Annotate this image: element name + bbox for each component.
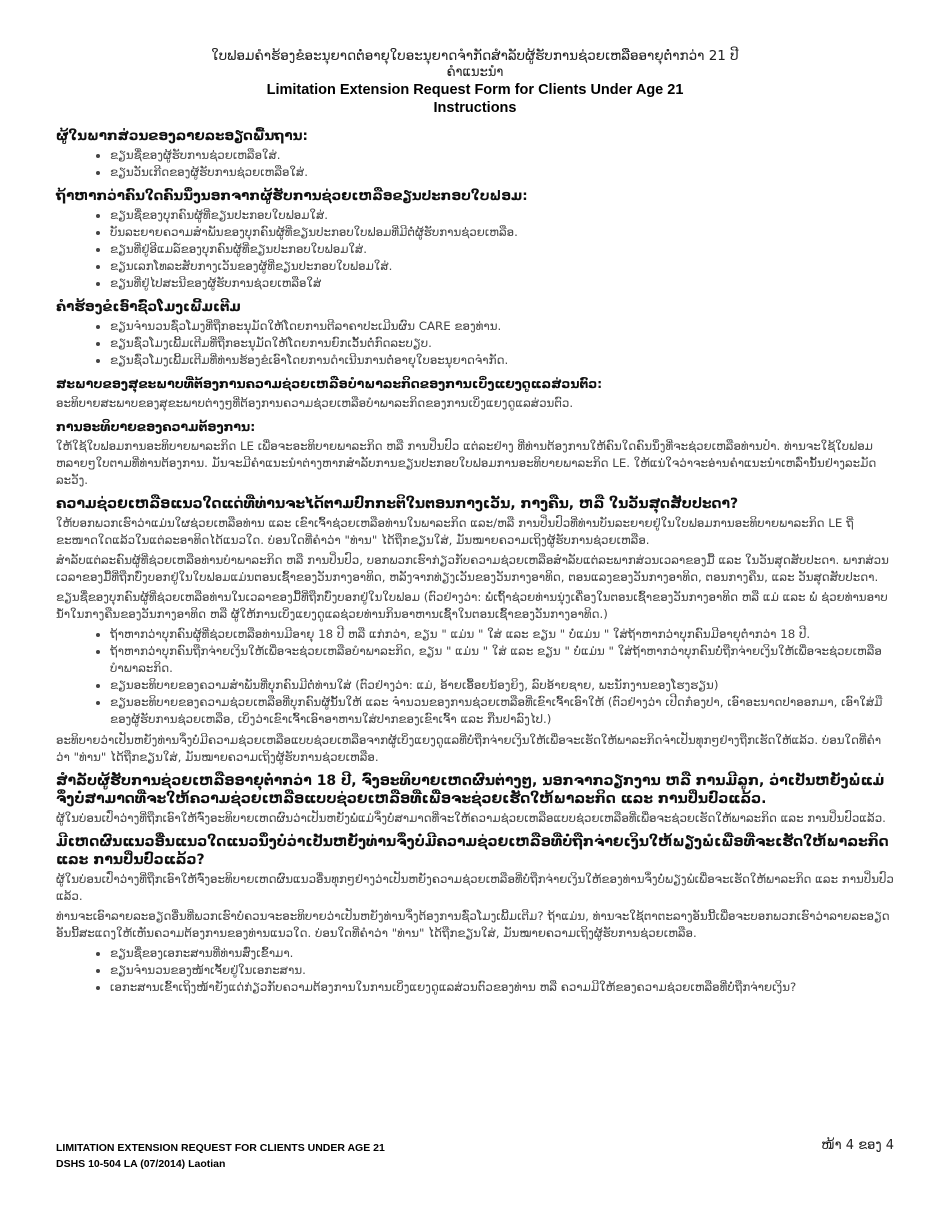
list-item: • ຂຽນຈຳນວນຊົ່ວໂມງທີ່ຖືກອະນຸມັດໃຫ້ໂດຍການຕີລາຄາປະເມີນຜົນ CARE ຂອງທ່ານ. — [110, 318, 894, 335]
section-under-18-text: ຜູ້ໃນບ່ອນເປົ່າວ່າງທີ່ຖືກເອົາໃຫ້ຈົ່ງອະທິບາຍເຫດຜົນວ່າເປັນຫຍັງພໍ່ແມ່ຈຶ່ງບໍ່ສາມາດທີ່ຈະໃຫ້ຄວາມຊ່ວຍເຫລືອແບບຊ່ວຍເຫລືອທີ່ເພື່ອຈະຊ່ວຍເຮັດໃຫ້ພາລະກິດ ແລະ ການປິ່ນປົວແລ້ວ. — [56, 811, 886, 825]
section-other-reasons-p1: ຜູ້ໃນບ່ອນເປົ່າວ່າງທີ່ຖືກເອົາໃຫ້ຈົ່ງອະທິບາຍເຫດຜົນແນວອື່ນທຸກໆຢ່າງວ່າເປັນຫຍັງຄວາມຊ່ວຍເຫລືອທີ່ບໍ່ຖືກຈ່າຍເງິນໃຫ້ຂອງທ່ານຈຶ່ງບໍ່ພຽງພໍເພື່ອຈະເຮັດໃຫ້ພາລະກິດ ແລະ ການປິ່ນປົວແລ້ວ. — [56, 872, 894, 903]
section-health-conditions-heading: ສະພາບຂອງສຸຂະພາບທີ່ຕ້ອງການຄວາມຊ່ວຍເຫລືອບຳພາລະກິດຂອງການເບິ່ງແຍງດູແລສ່ວນຕົວ: — [56, 376, 603, 391]
list-item: • ຖ້າຫາກວ່າບຸກຄົນຜູ້ທີ່ຊ່ວຍເຫລືອທ່ານມີອາຍຸ 18 ປີ ຫລື ແກ່ກວ່າ, ຂຽນ " ແມ່ນ " ໃສ່ ແລະ ຂຽນ " ບໍ່ແມ່ນ " ໃສ່ຖ້າຫາກວ່າບຸກຄົນມີອາຍຸຕ່ຳກວ່າ 18 ປີ. — [110, 626, 894, 643]
section-usual-help-p4: ອະທິບາຍວ່າເປັນຫຍັງທ່ານຈຶ່ງບໍ່ມີຄວາມຊ່ວຍເຫລືອແບບຊ່ວຍເຫລືອຈາກຜູ້ເບິ່ງແຍງດູແລທີ່ບໍ່ຖືກຈ່າຍເງິນໃຫ້ເພື່ອຈະເຮັດໃຫ້ພາລະກິດຈຳເປັນທຸກໆຢ່າງຖືກເຮັດໃຫ້ແລ້ວ. ບ່ອນໃດທີ່ຄຳວ່າ "ທ່ານ" ໄດ້ຖືກຂຽນໃສ່, ມັນໝາຍຄວາມເຖິງຜູ້ຮັບການຊ່ວຍເຫລືອ. — [56, 733, 882, 764]
list-item: • ຂຽນຊື່ຂອງຜູ້ຮັບການຊ່ວຍເຫລືອໃສ່. — [110, 147, 894, 164]
title-en: Limitation Extension Request Form for Clients Under Age 21 — [266, 82, 684, 98]
section-basic-info-heading: ຜູ້ໃນພາກສ່ວນຂອງລາຍລະອຽດພື້ນຖານ: — [56, 128, 308, 144]
section-additional-hours-heading: ຄຳຮ້ອງຂໍເອົາຊົ່ວໂມງເພີ້ມເຕີມ — [56, 299, 241, 315]
section-usual-help-p1: ໃຫ້ບອກພວກເຮົາວ່າແມ່ນໃຜຊ່ວຍເຫລືອທ່ານ ແລະ ເຂົາເຈົ້າຊ່ວຍເຫລືອທ່ານໃນພາລະກິດ ແລະ/ຫລື ການປິ່ນປົວທີ່ທ່ານບັນລະຍາຍຢູ່ໃນໃບຟອມການອະທິບາຍພາລະກິດ LE ຖີ່ຂະໜາດໃດແລ້ວໃນແຕ່ລະອາທິດໄດ້ແນວໃດ. ບ່ອນໃດທີ່ຄຳວ່າ "ທ່ານ" ໄດ້ຖືກຂຽນໃສ່, ມັນໝາຍຄວາມເຖິງຜູ້ຮັບການຊ່ວຍເຫລືອ. — [56, 516, 854, 547]
subtitle-lao: ຄຳແນະນຳ — [446, 65, 504, 80]
section-usual-help-list — [56, 626, 894, 728]
list-item: • ຂຽນວັນເກີດຂອງຜູ້ຮັບການຊ່ວຍເຫລືອໃສ່. — [110, 164, 894, 181]
list-item: • ຂຽນຊື່ຂອງບຸກຄົນຜູ້ທີ່ຂຽນປະກອບໃບຟອມໃສ່. — [110, 207, 894, 224]
section-basic-info-list — [56, 147, 894, 181]
list-item: • ຂຽນທີ່ຢູ່ໄປສະນີຂອງຜູ້ຮັບການຊ່ວຍເຫລືອໃສ່ — [110, 275, 894, 292]
section-usual-help-p3: ຂຽນຊື່ຂອງບຸກຄົນຜູ້ທີ່ຊ່ວຍເຫລືອທ່ານໃນເວລາຂອງມື້ທີ່ຖືກບົ່ງບອກຢູ່ໃນໃບຟອມ (ຕົວຢ່າງວ່າ: ພໍ່ເຖົ້າຊ່ວຍທ່ານນຸ່ງເຄື່ອງໃນຕອນເຊົ້າຂອງວັນກາງອາທິດ ຫລື ແມ່ ແລະ ພໍ່ ຊ່ວຍທ່ານອາບນ້ຳໃນກາງຄືນຂອງວັນກາງອາທິດ ຫລື ຜູ້ໃຫ້ການເບິ່ງແຍງດູແລຊ່ວຍທ່ານກິນອາຫານເຊົ້າໃນຕອນເຊົ້າຂອງວັນກາງອາທິດ.) — [56, 590, 888, 621]
section-other-reasons-p2: ທ່ານຈະເອົາລາຍລະອຽດອື່ນທີ່ພວກເຮົາບໍ່ຄວນຈະອະທິບາຍວ່າເປັນຫຍັງທ່ານຈຶ່ງຕ້ອງການຊົ່ວໂມງເພີ້ມເຕີມ? ຖ້າແມ່ນ, ທ່ານຈະໃຊ້ຕາຕະລາງອັນນີ້ເພື່ອຈະບອກພວກເຮົາວ່າລາຍລະອຽດອັນນີ້ສະແດງໃຫ້ເຫັນຄວາມຕ້ອງການຂອງທ່ານແນວໃດ. ບ່ອນໃດທີ່ຄຳວ່າ "ທ່ານ" ໄດ້ຖືກຂຽນໃສ່, ມັນໝາຍຄວາມເຖິງຜູ້ຮັບການຊ່ວຍເຫລືອ. — [56, 909, 890, 940]
list-item: • ຖ້າຫາກວ່າບຸກຄົນຖືກຈ່າຍເງິນໃຫ້ເພື່ອຈະຊ່ວຍເຫລືອບຳພາລະກິດ, ຂຽນ " ແມ່ນ " ໃສ່ ແລະ ຂຽນ " ບໍ່ແມ່ນ " ໃສ່ຖ້າຫາກວ່າບຸກຄົນບໍ່ຖືກຈ່າຍເງິນໃຫ້ເພື່ອຈະຊ່ວຍເຫລືອບຳພາລະກິດ. — [110, 643, 894, 677]
section-usual-help-heading: ຄວາມຊ່ວຍເຫລືອແນວໃດແດ່ທີ່ທ່ານຈະໄດ້ຕາມປົກກະຕິໃນຕອນກາງເວັນ, ກາງຄືນ, ຫລື ໃນວັນສຸດສັບປະດາ? — [56, 496, 739, 512]
footer-form-number: DSHS 10-504 LA (07/2014) Laotian — [56, 1158, 226, 1170]
footer-form-id — [56, 1140, 385, 1172]
page-number: ໜ້າ 4 ຂອງ 4 — [821, 1138, 894, 1153]
footer-form-title: LIMITATION EXTENSION REQUEST FOR CLIENTS UNDER AGE 21 — [56, 1142, 385, 1154]
list-item: • ຂຽນອະທິບາຍຂອງຄວາມຊ່ວຍເຫລືອທີ່ບຸກຄົນຜູ້ນັ້ນໃຫ້ ແລະ ຈຳນວນຂອງການຊ່ວຍເຫລືອທີ່ເຂົາເຈົ້າເອົາໃຫ້ (ຕົວຢ່າງວ່າ ເປີດກ໋ອງປາ, ເອົາອະນາດປາອອກມາ, ເອົາໃສ່ມືຂອງຜູ້ຮັບການຊ່ວຍເຫລືອ, ເບິ່ງວ່າເຂົາເຈົ້າເອົາອາຫານໃສ່ປາກຂອງເຂົາເຈົ້າ ແລະ ກືນປາລົງໄປ.) — [110, 694, 894, 728]
list-item: • ຂຽນອະທິບາຍຂອງຄວາມສຳພັນທີ່ບຸກຄົນມີຕໍ່ທ່ານໃສ່ (ຕົວຢ່າງວ່າ: ແມ່, ອ້າຍເອື້ອຍນ້ອງຍິງ, ລົບອ້າຍຊາຍ, ພະນັກງານຂອງໂຮງຮຽນ) — [110, 677, 894, 694]
subtitle-en: Instructions — [433, 100, 517, 116]
list-item: • ຂຽນຊົ່ວໂມງເພີ້ມເຕີມທີ່ຖືກອະນຸມັດໃຫ້ໂດຍການຍົກເວັ້ນຕໍ່ກົດລະບຽບ. — [110, 335, 894, 352]
list-item: • ເອກະສານເຂົ້າເຖິງໜ້າຍັງແດ່ກ່ຽວກັບຄວາມຕ້ອງການໃນການເບິ່ງແຍງດູແລສ່ວນຕົວຂອງທ່ານ ຫລື ຄວາມມີໃຫ້ຂອງຄວາມຊ່ວຍເຫລືອທີ່ບໍ່ຖືກຈ່າຍເງິນ? — [110, 979, 894, 996]
list-item: • ຂຽນຊື່ຂອງເອກະສານທີ່ທ່ານສົ່ງເຂົ້າມາ. — [110, 945, 894, 962]
section-other-reasons-heading: ມີເຫດຜົນແນວອື່ນແນວໃດແນວນຶ່ງບໍ່ວ່າເປັນຫຍັງທ່ານຈຶ່ງບໍ່ມີຄວາມຊ່ວຍເຫລືອທີ່ບໍ່ຖືກຈ່າຍເງິນໃຫ້ພຽງພໍເພື່ອທີ່ຈະເຮັດໃຫ້ພາລະກິດ ແລະ ການປິ່ນປົວແລ້ວ? — [56, 834, 889, 868]
title-lao: ໃບຟອມຄຳຮ້ອງຂໍອະນຸຍາດຕໍ່ອາຍຸໃບອະນຸຍາດຈຳກັດສຳລັບຜູ້ຮັບການຊ່ວຍເຫລືອອາຍຸຕ່ຳກວ່າ 21 ປີ — [211, 48, 739, 64]
section-additional-hours-list — [56, 318, 894, 369]
section-form-filler-heading: ຖ້າຫາກວ່າຄົນໃດຄົນນຶ່ງນອກຈາກຜູ້ຮັບການຊ່ວຍເຫລືອຂຽນປະກອບໃບຟອມ: — [56, 188, 528, 204]
list-item: • ຂຽນເລກໂທລະສັບກາງເວັນຂອງຜູ້ທີ່ຂຽນປະກອບໃບຟອມໃສ່. — [110, 258, 894, 275]
section-description-of-need-text: ໃຫ້ໃຊ້ໃບຟອມການອະທິບາຍພາລະກິດ LE ເພື່ອຈະອະທິບາຍພາລະກິດ ຫລື ການປິ່ນປົວ ແຕ່ລະຢ່າງ ທີ່ທ່ານຕ້ອງການໃຫ້ຄົນໃດຄົນນຶ່ງທີ່ຈະຊ່ວຍເຫລືອທ່ານປຳ. ທ່ານຈະໃຊ້ໃບຟອມຫລາຍໆໃບຕາມທີ່ທ່ານຕ້ອງການ. ມັນຈະມີຄຳແນະນຳຕ່າງຫາກສຳລັບການຂຽນປະກອບໃບຟອມການອະທິບາຍພາລະກິດ LE. ໃຫ້ແນ່ໃຈວ່າຈະອ່ານຄຳແນະນຳເຫລົ່ານັ້ນຢ່າງລະມັດລະວັງ. — [56, 439, 877, 487]
section-health-conditions-text: ອະທິບາຍສະພາບຂອງສຸຂະພາບຕ່າງໆທີ່ຕ້ອງການຄວາມຊ່ວຍເຫລືອບຳພາລະກິດຂອງການເບິ່ງແຍງດູແລສ່ວນຕົວ. — [56, 396, 574, 410]
list-item: • ຂຽນທີ່ຢູ່ອີແມລ໌ຂອງບຸກຄົນຜູ້ທີ່ຂຽນປະກອບໃບຟອມໃສ່. — [110, 241, 894, 258]
list-item: • ບັນລະຍາຍຄວາມສຳພັນຂອງບຸກຄົນຜູ້ທີ່ຂຽນປະກອບໃບຟອມທີ່ມີຕໍ່ຜູ້ຮັບການຊ່ວຍເຫລືອ. — [110, 224, 894, 241]
section-form-filler-list — [56, 207, 894, 292]
section-other-reasons-list — [56, 945, 894, 996]
section-usual-help-p2: ສຳລັບແຕ່ລະຄົນຜູ້ທີ່ຊ່ວຍເຫລືອທ່ານບຳພາລະກິດ ຫລື ການປິ່ນປົວ, ບອກພວກເຮົາກ່ຽວກັບຄວາມຊ່ວຍເຫລືອສຳລັບແຕ່ລະພາກສ່ວນເວລາຂອງມື້ ແລະ ໃນວັນສຸດສັບປະດາ. ພາກສ່ວນເວລາຂອງມື້ທີ່ຖືກບົ່ງບອກຢູ່ໃນໃບຟອມແມ່ນຕອນເຊົ້າຂອງວັນກາງອາທິດ, ຫລັງຈາກທ່ຽງເວັນຂອງວັນກາງອາທິດ, ຕອນແລງຂອງວັນກາງອາທິດ, ຕອນກາງຄືນ, ແລະ ວັນສຸດສັບປະດາ. — [56, 553, 889, 584]
title-block — [56, 48, 894, 117]
section-under-18-heading: ສຳລັບຜູ້ຮັບການຊ່ວຍເຫລືອອາຍຸຕ່ຳກວ່າ 18 ປີ, ຈົ່ງອະທິບາຍເຫດຜົນຕ່າງໆ, ນອກຈາກວຽກງານ ຫລື ການມີລູກ, ວ່າເປັນຫຍັງພໍ່ແມ່ຈຶ່ງບໍ່ສາມາດທີ່ຈະໃຫ້ຄວາມຊ່ວຍເຫລືອແບບຊ່ວຍເຫລືອທີ່ເພື່ອຈະຊ່ວຍເຮັດໃຫ້ພາລະກິດ ແລະ ການປິ່ນປົວແລ້ວ. — [56, 773, 885, 807]
list-item: • ຂຽນຈຳນວນຂອງໜ້າເຈັ້ຍຢູ່ໃນເອກະສານ. — [110, 962, 894, 979]
list-item: • ຂຽນຊົ່ວໂມງເພີ້ມເຕີມທີ່ທ່ານຮ້ອງຂໍເອົາໂດຍການດຳເນີນການຕໍ່ອາຍຸໃບອະນຸຍາດຈຳກັດ. — [110, 352, 894, 369]
section-description-of-need-heading: ການອະທິບາຍຂອງຄວາມຕ້ອງການ: — [56, 419, 256, 434]
